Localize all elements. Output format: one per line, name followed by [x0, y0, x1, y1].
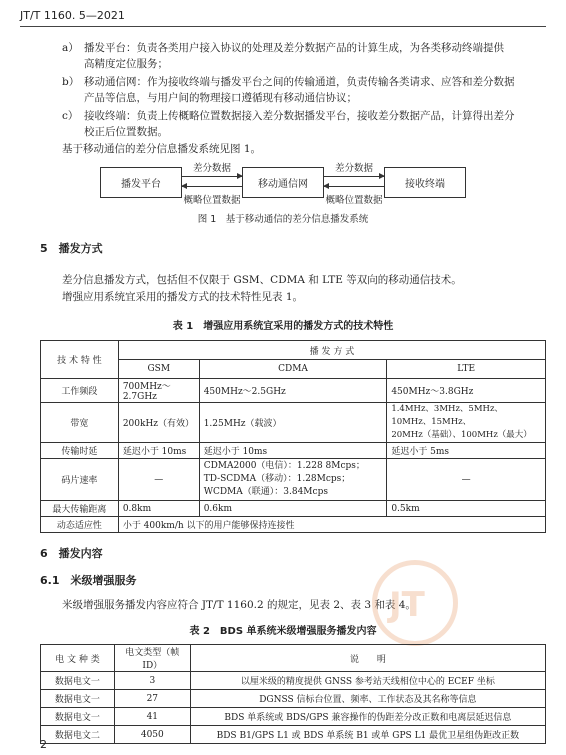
table1-cell: 450MHz～3.8GHz — [387, 379, 546, 403]
table2 — [40, 644, 546, 744]
list-a-line1: 播发平台：负责各类用户接入协议的处理及差分数据产品的计算生成，为各类移动终端提供 — [84, 42, 504, 54]
page-number: 2 — [40, 738, 47, 751]
table1-cell: 延迟小于 5ms — [387, 443, 546, 459]
table-row — [41, 403, 546, 443]
table-row — [41, 379, 546, 403]
section-6-1-heading: 6.1 米级增强服务 — [40, 574, 137, 587]
table2-cell: 以厘米级的精度提供 GNSS 参考站天线相位中心的 ECEF 坐标 — [190, 672, 545, 690]
table2-cell: 4050 — [114, 726, 190, 744]
table1-group-head: 播 发 方 式 — [118, 341, 545, 360]
table1-cell: 延迟小于 10ms — [118, 443, 199, 459]
list-b-line2: 产品等信息，与用户间的物理接口遵循现有移动通信协议； — [84, 92, 357, 104]
arrow-left-2 — [324, 186, 384, 187]
table-row — [41, 690, 546, 708]
header-rule — [20, 26, 546, 27]
table2-cell: 数据电文一 — [41, 690, 115, 708]
arrow-label-diff-data-1: 差分数据 — [192, 163, 231, 174]
table-row — [41, 459, 546, 501]
list-c-line2: 校正后位置数据。 — [84, 126, 168, 138]
section-5-para1: 差分信息播发方式，包括但不仅限于 GSM、CDMA 和 LTE 等双向的移动通信技术。 — [62, 274, 462, 286]
table1-cell-line: 20MHz（基础）、100MHz（最大） — [391, 430, 532, 440]
table1-cell: 0.5km — [387, 501, 546, 517]
table-row — [41, 726, 546, 744]
section-6-heading: 6 播发内容 — [40, 547, 103, 560]
arrow-right-1 — [182, 176, 242, 177]
arrow-right-2 — [324, 176, 384, 177]
box-receiver-terminal: 接收终端 — [384, 167, 466, 198]
box-mobile-network: 移动通信网 — [242, 167, 324, 198]
table-row — [41, 517, 546, 533]
table1-cell: 工作频段 — [41, 379, 119, 403]
table2-caption: 表 2 BDS 单系统米级增强服务播发内容 — [189, 626, 377, 637]
arrow-left-1 — [182, 186, 242, 187]
list-mark-c: c） — [62, 110, 79, 122]
table1-cell: 700MHz～2.7GHz — [118, 379, 199, 403]
table2-cell: 3 — [114, 672, 190, 690]
table1-method-lte: LTE — [387, 360, 546, 379]
table2-cell: BDS 单系统或 BDS/GPS 兼容操作的伪距差分改正数和电离层延迟信息 — [190, 708, 545, 726]
section-5-para2: 增强应用系统宜采用的播发方式的技术特性见表 1。 — [62, 291, 304, 303]
table1-cell-line: TD-SCDMA（移动）：1.28Mcps； — [203, 474, 351, 484]
figure-intro: 基于移动通信的差分信息播发系统见图 1。 — [62, 143, 262, 155]
table1-head-row — [41, 341, 546, 360]
table1-cell: 0.8km — [118, 501, 199, 517]
table1-cell — [199, 459, 387, 501]
list-b-line1: 移动通信网：作为接收终端与播发平台之间的传输通道，负责传输各类请求、应答和差分数据 — [84, 76, 515, 88]
list-mark-b: b） — [62, 76, 80, 88]
table1-cell: 码片速率 — [41, 459, 119, 501]
table2-header: 电文类型（帧 ID） — [114, 645, 190, 672]
table1-cell: 1.25MHz（载波） — [199, 403, 387, 443]
standard-number: JT/T 1160. 5—2021 — [20, 9, 125, 22]
table2-header: 电 文 种 类 — [41, 645, 115, 672]
table1-caption: 表 1 增强应用系统宜采用的播发方式的技术特性 — [172, 321, 394, 332]
table1-cell: 0.6km — [199, 501, 387, 517]
table2-cell: 数据电文二 — [41, 726, 115, 744]
table1-cell: 小于 400km/h 以下的用户能够保持连接性 — [118, 517, 545, 533]
table1-method-cdma: CDMA — [199, 360, 387, 379]
table1-col-head: 技 术 特 性 — [41, 341, 119, 379]
list-mark-a: a） — [62, 42, 79, 54]
table1-cell-line: WCDMA（联通）：3.84Mcps — [203, 487, 328, 497]
section-6-1-para: 米级增强服务播发内容应符合 JT/T 1160.2 的规定，见表 2、表 3 和表 4。 — [62, 599, 416, 611]
table1 — [40, 340, 546, 533]
table2-cell: 数据电文一 — [41, 708, 115, 726]
table1-cell: 带宽 — [41, 403, 119, 443]
table1-cell: 传输时延 — [41, 443, 119, 459]
table1-cell: 450MHz～2.5GHz — [199, 379, 387, 403]
list-a-line2: 高精度定位服务； — [84, 58, 168, 70]
table1-cell: — — [118, 459, 199, 501]
table-row — [41, 708, 546, 726]
table2-head-row — [41, 645, 546, 672]
watermark-stamp-text: JT — [389, 585, 425, 625]
table1-cell-line: 1.4MHz、3MHz、5MHz、10MHz、15MHz、 — [391, 404, 503, 427]
table-row — [41, 672, 546, 690]
table1-cell — [387, 403, 546, 443]
arrow-label-rough-pos-1: 概略位置数据 — [183, 195, 241, 206]
table2-header: 说 明 — [190, 645, 545, 672]
table-row — [41, 443, 546, 459]
table1-cell: — — [387, 459, 546, 501]
table1-cell: 延迟小于 10ms — [199, 443, 387, 459]
table1-cell-line: CDMA2000（电信）：1.228 8Mcps； — [203, 461, 365, 471]
table1-method-gsm: GSM — [118, 360, 199, 379]
table2-cell: 27 — [114, 690, 190, 708]
list-c-line1: 接收终端：负责上传概略位置数据接入差分数据播发平台，接收差分数据产品，计算得出差分 — [84, 110, 515, 122]
table2-cell: 41 — [114, 708, 190, 726]
table2-cell: DGNSS 信标台位置、频率、工作状态及其名称等信息 — [190, 690, 545, 708]
arrow-label-rough-pos-2: 概略位置数据 — [325, 195, 383, 206]
box-broadcast-platform: 播发平台 — [100, 167, 182, 198]
table1-cell: 动态适应性 — [41, 517, 119, 533]
table1-cell: 200kHz（有效） — [118, 403, 199, 443]
table1-cell: 最大传输距离 — [41, 501, 119, 517]
figure-caption: 图 1 基于移动通信的差分信息播发系统 — [197, 214, 369, 225]
arrow-label-diff-data-2: 差分数据 — [334, 163, 373, 174]
section-5-heading: 5 播发方式 — [40, 242, 103, 255]
table2-cell: 数据电文一 — [41, 672, 115, 690]
table-row — [41, 501, 546, 517]
table2-cell: BDS B1/GPS L1 或 BDS 单系统 B1 或单 GPS L1 最优卫星组伪距改正数 — [190, 726, 545, 744]
